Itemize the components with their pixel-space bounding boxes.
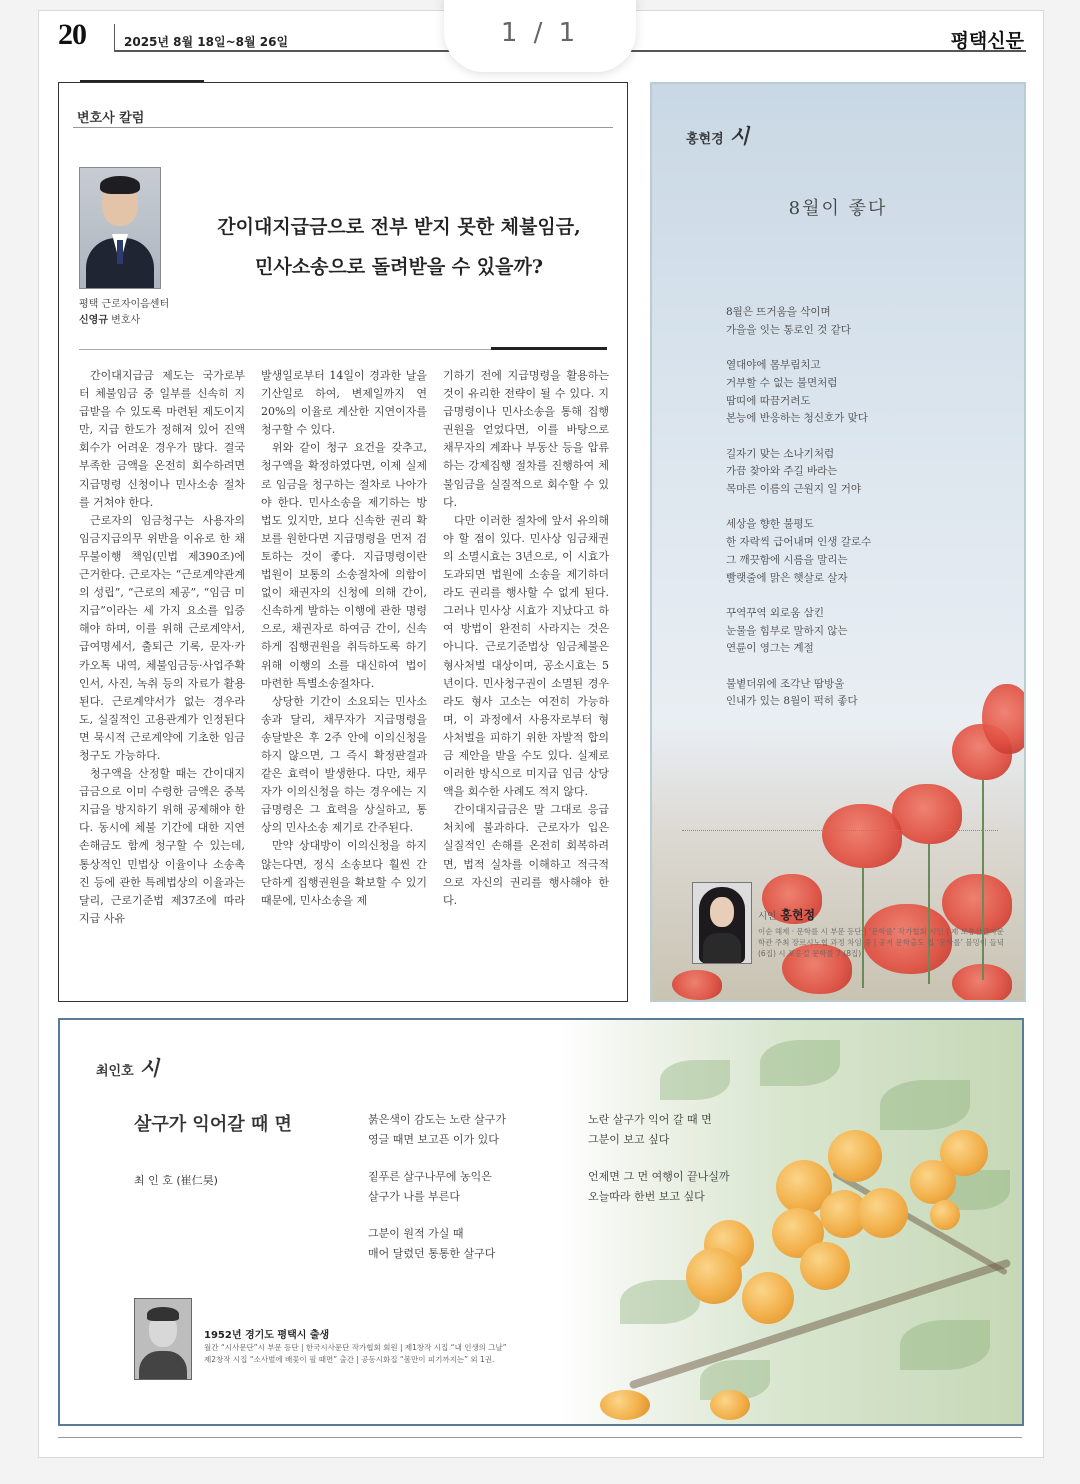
poem-line: 본능에 반응하는 청신호가 맞다 [726, 412, 868, 425]
poem-si-mark: 시 [139, 1056, 160, 1080]
poppy-flower [892, 784, 962, 844]
author-title: 변호사 [107, 315, 141, 326]
column-headline [179, 207, 619, 287]
article-paragraph: 기하기 전에 지급명령을 활용하는 것이 유리한 전략이 될 수 있다. 지급명령이나 민사소송을 통해 집행권원을 얻었다면, 이를 바탕으로 채무자의 계좌나 부동산 등을 압류하는 강제집행 절차를 진행하여 체불임금을 실질적으로 회수할 수 있다. [443, 369, 609, 509]
poet-byline [758, 906, 815, 923]
poem-stanza [368, 1167, 588, 1207]
column-label-rule [73, 127, 613, 128]
poem-line: 연륜이 영그는 계절 [726, 642, 814, 655]
poem-title: 살구가 익어갈 때 면 [134, 1114, 292, 1135]
poem-stanza [726, 357, 1006, 428]
poem-verse-right [588, 1110, 808, 1224]
poem-stanza [726, 676, 1006, 711]
article-paragraph: 근로자의 임금청구는 사용자의 임금지급의무 위반을 이유로 한 채무불이행 책임(민법 제390조)에 근거한다. 근로자는 “근로계약관계의 성립”, “근로의 제공”, “임금 미지급”이라는 세 가지 요소를 입증해야 하며, 이를 위해 근로계약서, 급여명세서, 출퇴근 기록, 문자·카카오톡 내역, 체불임금등·사업주확인서, 사진, 녹취 등의 자료가 활용된다. 근로계약서가 없는 경우라도, 실질적인 고용관계가 인정된다면 묵시적 근로계약에 기초한 임금청구도 가능하다. [79, 513, 245, 762]
poem-line: 8월은 뜨거움을 삭이며 [726, 306, 831, 318]
apricot [710, 1390, 750, 1420]
poem-line: 빨랫줄에 맑은 햇살로 살자 [726, 571, 848, 584]
poem-stanza [726, 516, 1006, 587]
apricot [828, 1130, 882, 1182]
poet-bio [204, 1342, 604, 1366]
article-column-2 [261, 367, 427, 910]
poem-line: 꾸역꾸역 외로움 삼킨 [726, 606, 824, 619]
page-indicator[interactable]: 1 / 1 [444, 0, 636, 72]
poet-photo [134, 1298, 192, 1380]
poet-bio-heading: 1952년 경기도 평택시 출생 [204, 1330, 330, 1341]
column-label: 변호사 칼럼 [77, 111, 145, 126]
poet-bio: 이순 해제 · 문학를 시 부문 등단 | ‘문학를’ 작가협회 시인 | 제 보통산글자문학관 주최 장르시노협 과정 차임 중 | 공저 문학출도 집 ‘문학를’ 블밍이 들녘 (6집) 시 포옹걸 문학를 7 (8집) [758, 927, 1005, 958]
poem-line: 언제면 그 먼 여행이 끝나실까 [588, 1170, 730, 1183]
poem-box-apricot [58, 1018, 1024, 1426]
poem-author-header [686, 120, 749, 149]
leaf [880, 1080, 970, 1130]
poem-line: 불볕더위에 조각난 땀방울 [726, 677, 845, 690]
poem-author-name: 최인호 [96, 1064, 134, 1079]
poppy-flower [672, 970, 722, 1000]
newspaper-brand: 평택신문 [950, 30, 1024, 52]
leaf [900, 1320, 990, 1370]
poem-line: 영글 때면 보고픈 이가 있다 [368, 1133, 499, 1146]
poet-photo [692, 882, 752, 964]
poem-author-name: 홍현경 [686, 132, 724, 147]
author-photo [79, 167, 161, 289]
poem-stanza [726, 304, 1006, 339]
poppy-flower [942, 874, 1012, 934]
leaf [760, 1040, 840, 1086]
poem-stanza [588, 1167, 808, 1207]
poem-line: 살구가 나를 부른다 [368, 1190, 461, 1203]
poem-line: 노란 살구가 익어 갈 때 면 [588, 1113, 712, 1126]
poem-line: 인내가 있는 8월이 퍽히 좋다 [726, 695, 858, 708]
poem-line: 열대야에 몸부림치고 [726, 359, 821, 372]
poem-stanza [588, 1110, 808, 1150]
poem-stanza [368, 1224, 588, 1264]
headline-bar [491, 347, 607, 350]
article-column-1 [79, 367, 245, 928]
poem-line: 가을을 잇는 통로인 것 같다 [726, 323, 851, 336]
poem-line: 땀띠에 따끔거려도 [726, 394, 811, 407]
headline-line-2: 민사소송으로 돌려받을 수 있을까? [255, 256, 543, 278]
poet-label: 시인 [758, 911, 777, 922]
issue-date: 2025년 8월 18일~8월 26일 [124, 35, 289, 49]
lawyer-column [58, 82, 628, 1002]
dotted-divider [682, 830, 998, 831]
poem-box-august [650, 82, 1026, 1002]
article-paragraph: 간이대지급금 제도는 국가로부터 체불임금 중 일부를 신속히 지급받을 수 있도록 마련된 제도이지만, 지급 한도가 정해져 있어 진액 회수가 어려운 경우가 많다. 결국 부족한 금액을 온전히 회수하려면 지급명령 신청이나 민사소송 절차를 거쳐야 한다. [79, 369, 245, 509]
apricot [742, 1272, 794, 1324]
poem-line: 그분이 보고 싶다 [588, 1133, 670, 1146]
poet-name: 최 인 호 (崔仁昊) [134, 1174, 218, 1187]
poem-line: 목마른 이름의 근원지 일 거야 [726, 483, 862, 495]
poem-author-header [96, 1052, 159, 1081]
poem-line: 한 자락씩 급어내며 인생 갈로수 [726, 536, 872, 549]
apricot [930, 1200, 960, 1230]
apricot [800, 1242, 850, 1290]
poem-line: 오늘따라 한번 보고 싶다 [588, 1190, 705, 1203]
author-name: 신영규 [79, 315, 108, 326]
author-byline [79, 311, 140, 326]
article-paragraph: 위와 같이 청구 요건을 갖추고, 청구액을 확정하였다면, 이제 실제로 임금을 청구하는 절차로 나아가야 한다. 민사소송을 제기하는 방법도 있지만, 보다 신속한 권리 확보를 원한다면 지급명령을 먼저 검토하는 것이 좋다. 지급명령이란 법원이 보통의 소송절차에 의함이 없이 채권자의 신청에 의해 간이, 신속하게 발하는 이행에 관한 명령으로, 채권자로 하여금 간이, 신속하게 집행권원을 취득하도록 하기 위해 이행의 소를 대신하여 법이 마련한 특별소송절차다. [261, 441, 427, 690]
page-number: 20 [58, 18, 86, 51]
poem-line: 매어 달렸던 통통한 살구다 [368, 1247, 496, 1260]
headline-line-1: 간이대지급금으로 전부 받지 못한 체불임금, [217, 216, 581, 238]
author-organization: 평택 근로자이음센터 [79, 299, 170, 310]
article-column-3 [443, 367, 609, 910]
header-divider [114, 24, 115, 50]
flower-stem [928, 844, 930, 984]
poem-verse-left [368, 1110, 588, 1281]
poem-line: 붉은색이 감도는 노란 살구가 [368, 1113, 507, 1126]
apricot [600, 1390, 650, 1420]
article-paragraph: 다만 이러한 절차에 앞서 유의해야 할 점이 있다. 민사상 임금채권의 소멸시효는 3년으로, 이 시효가 도과되면 법원에 소송을 제기하더라도 권리를 행사할 수 없게 된다. 그러나 민사상 시효가 지났다고 하여 방법이 완전히 사라지는 것은 아니다. 근로기준법상 임금체불은 형사처벌 대상이며, 공소시효는 5년이다. 민사청구권이 소멸된 경우라도 형사 고소는 여전히 가능하며, 이 과정에서 사용자로부터 형사처벌을 피하기 위한 자발적 합의금 제안을 받을 수도 있다. 실제로 이러한 방식으로 미지급 임금 상당액을 회수한 사례도 적지 않다. [443, 513, 609, 799]
poem-line: 거부할 수 없는 불면처럼 [726, 376, 838, 389]
poem-stanza [368, 1110, 588, 1150]
poppy-flower [822, 804, 902, 868]
poem-stanza [726, 605, 1006, 658]
poem-si-mark: 시 [729, 124, 750, 148]
poet-bio-line: 월간 “시사문단”시 부문 등단 | 한국시사문단 작가협회 회원 | 제1창작 시집 “내 인생의 그날” [204, 1343, 507, 1352]
poem-line: 그분이 원적 가실 때 [368, 1227, 464, 1240]
poem-verse [726, 304, 1006, 729]
poem-stanza [726, 446, 1006, 499]
footer-rule [58, 1437, 1022, 1438]
poem-line: 길자기 맞는 소나기처럼 [726, 447, 835, 460]
article-paragraph: 청구액을 산정할 때는 간이대지급금으로 이미 수령한 금액은 중복지급을 방지하기 위해 공제해야 한다. 동시에 체불 기간에 대한 지연손해금도 함께 청구할 수 있는데, 통상적인 민법상 이율이나 소송촉진 등에 관한 특례법상의 이율과는 달리, 근로기준법 제37조에 따라 지급 사유 [79, 767, 245, 925]
poet-bio-line: 제2창작 시집 “소사벌에 배꽃이 필 때면” 출간 | 공동시화집 “봄만이 피기까지는” 외 1권. [204, 1355, 495, 1364]
poem-title: 8월이 좋다 [788, 198, 888, 219]
apricot [686, 1248, 742, 1304]
poem-line: 짙푸른 살구나무에 농익은 [368, 1170, 492, 1183]
poet-name: 홍현정 [780, 908, 816, 922]
poem-line: 눈물을 힘부로 말하지 않는 [726, 624, 848, 637]
article-paragraph: 만약 상대방이 이의신청을 하지 않는다면, 정식 소송보다 훨씬 간단하게 집행권원을 확보할 수 있기 때문에, 민사소송을 제 [261, 839, 427, 907]
leaf [660, 1060, 730, 1100]
poem-line: 가끔 찾아와 주길 바라는 [726, 465, 838, 478]
article-paragraph: 상당한 기간이 소요되는 민사소송과 달리, 채무자가 지급명령을 송달받은 후 2주 안에 이의신청을 하지 않으면, 그 즉시 확정판결과 같은 효력이 발생한다. 다만, 채무자가 이의신청을 하는 경우에는 지급명령은 그 효력을 상실하고, 통상의 민사소송 제기로 간주된다. [261, 694, 427, 835]
poem-line: 그 깨끗함에 시름을 말리는 [726, 553, 848, 566]
apricot [910, 1160, 956, 1204]
poem-line: 세상을 향한 불평도 [726, 518, 814, 531]
article-paragraph: 간이대지급금은 말 그대로 응급처치에 불과하다. 근로자가 입은 실질적인 손해를 온전히 회복하려면, 법적 실차를 이해하고 적극적으로 자신의 권리를 행사해야 한다. [443, 803, 609, 907]
article-paragraph: 발생일로부터 14일이 경과한 날을 기산일로 하여, 변제일까지 연 20%의 이율로 계산한 지연이자를 청구할 수 있다. [261, 369, 427, 437]
apricot [858, 1188, 908, 1238]
